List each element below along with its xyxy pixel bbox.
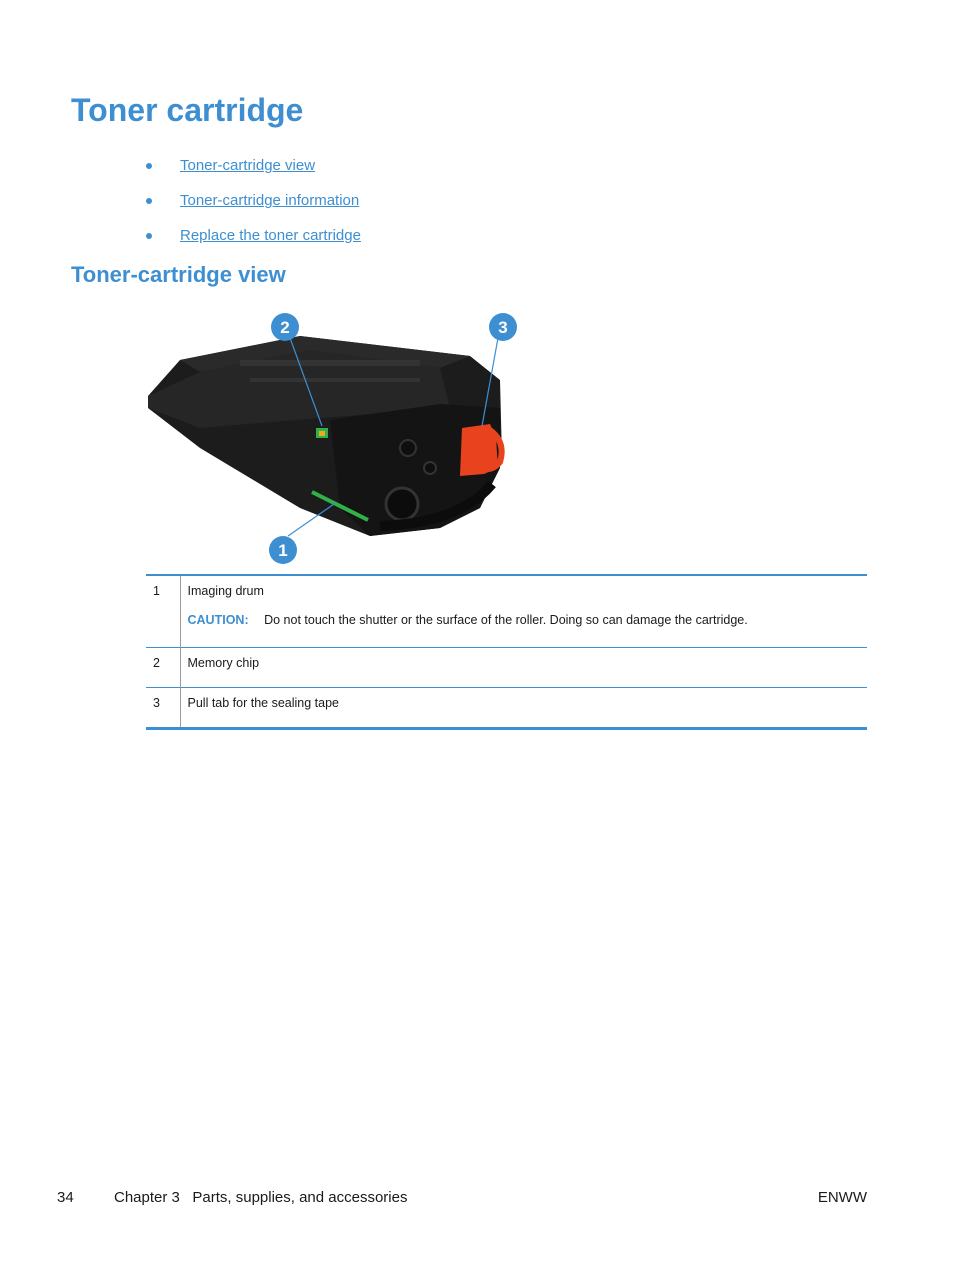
callout-1-number: 1 [278, 541, 288, 560]
bullet-icon [146, 198, 152, 204]
caution-note [188, 613, 868, 627]
legend-table [146, 574, 867, 730]
table-row [146, 648, 867, 688]
footer-brand: ENWW [817, 1189, 867, 1206]
caution-label: CAUTION: [187, 613, 249, 627]
footer-chapter: Chapter 3 Parts, supplies, and accessories [114, 1189, 408, 1206]
pull-tab [460, 424, 502, 476]
callout-3-number: 3 [498, 318, 508, 337]
legend-number: 3 [146, 688, 180, 729]
legend-description: Memory chip [180, 648, 867, 688]
page-title: Toner cartridge [71, 92, 304, 128]
legend-description [180, 575, 867, 648]
memory-chip-contact [319, 431, 325, 436]
toc-link-replace[interactable]: Replace the toner cartridge [180, 227, 361, 244]
toc-item [146, 148, 361, 183]
legend-number: 1 [146, 575, 180, 648]
callout-1 [269, 536, 297, 564]
bullet-icon [146, 233, 152, 239]
legend-description: Pull tab for the sealing tape [180, 688, 867, 729]
legend-number: 2 [146, 648, 180, 688]
callout-2-number: 2 [280, 318, 290, 337]
section-toc [146, 148, 361, 253]
section-title: Toner-cartridge view [71, 262, 286, 287]
legend-text: Imaging drum [187, 584, 264, 598]
toc-item [146, 218, 361, 253]
footer-page-number: 34 [57, 1189, 74, 1206]
table-row [146, 575, 867, 648]
toc-item [146, 183, 361, 218]
callout-2 [271, 313, 299, 341]
callout-3 [489, 313, 517, 341]
toc-link-information[interactable]: Toner-cartridge information [180, 192, 360, 209]
table-row [146, 688, 867, 729]
caution-text: Do not touch the shutter or the surface of the roller. Doing so can damage the cartridge. [264, 613, 748, 627]
toc-link-view[interactable]: Toner-cartridge view [180, 157, 316, 174]
bullet-icon [146, 163, 152, 169]
toner-cartridge-illustration [140, 308, 530, 568]
